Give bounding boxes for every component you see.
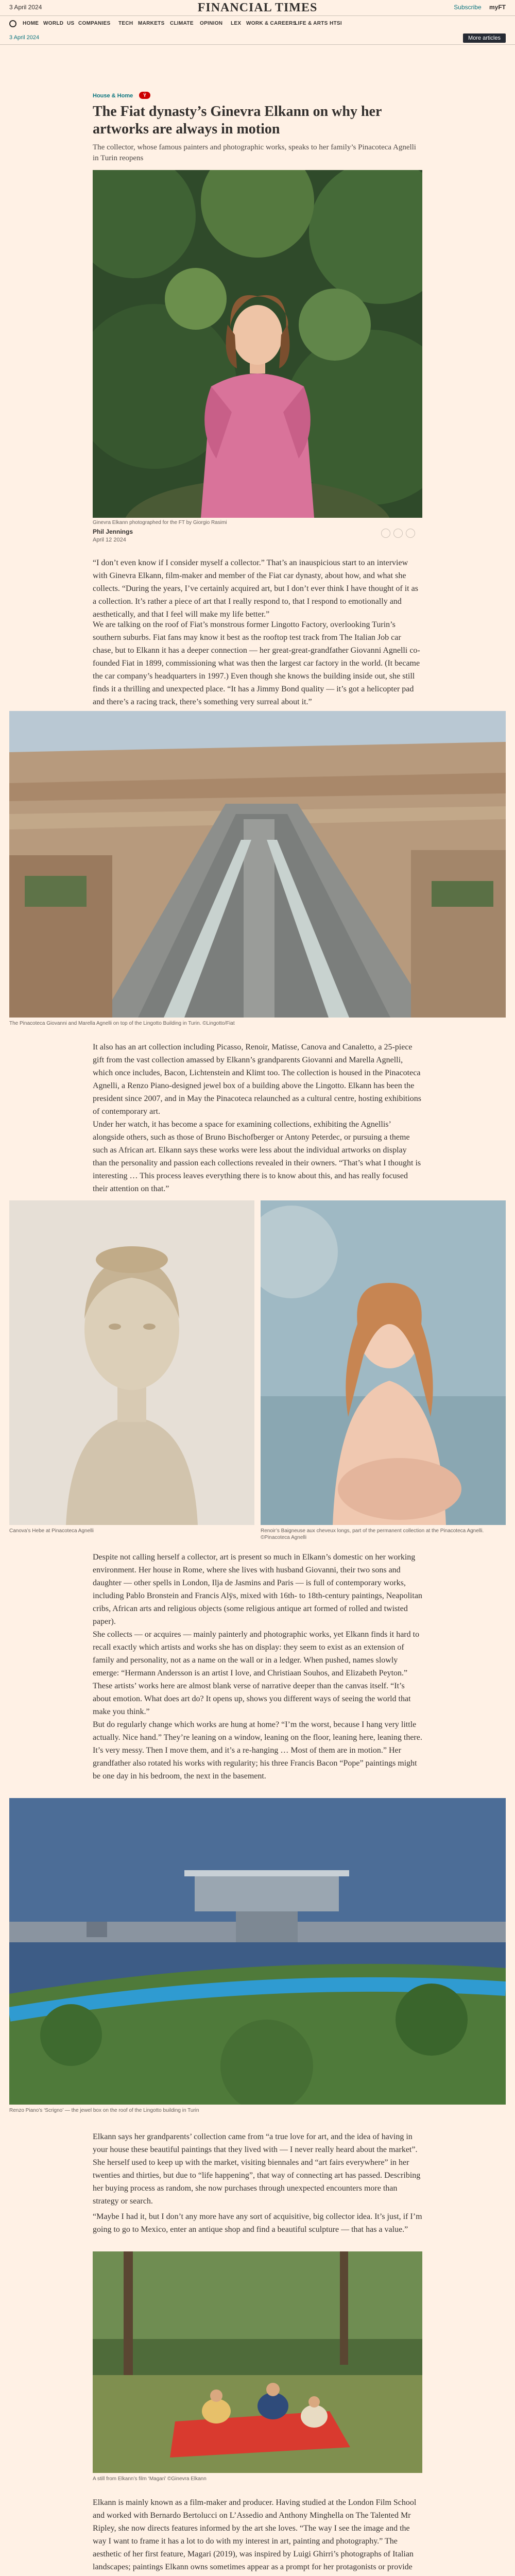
more-articles-button[interactable]: More articles — [463, 33, 506, 43]
dateline: April 12 2024 — [93, 537, 126, 543]
nav-item-life-arts[interactable]: LIFE & ARTS — [295, 21, 328, 26]
painting-caption: Renoir’s Baigneuse aux cheveux longs, part of the permanent collection at the Pinacoteca Agnelli. ©Pinacoteca Agnelli — [261, 1528, 484, 1540]
nav-item-companies[interactable]: COMPANIES — [78, 21, 111, 26]
nav-item-markets[interactable]: MARKETS — [138, 21, 165, 26]
paragraph: “Maybe I had it, but I don’t any more have any sort of acquisitive, big collector idea. It’s just, if I’m going to go to Mexico, enter an antique shop and find a beautiful sculpture — that has a value.” — [93, 2212, 422, 2234]
aerial-image — [9, 711, 506, 1018]
rooftop-caption: Renzo Piano’s ‘Scrigno’ — the jewel box on the roof of the Lingotto building in Turin — [9, 2108, 199, 2113]
nav-item-tech[interactable]: TECH — [118, 21, 133, 26]
hero-image — [93, 170, 422, 518]
paragraph: She collects — or acquires — mainly painterly and photographic works, yet Elkann finds it hard to recall exactly which artists and works she has on display: they seem to exist as an extension of family and personality, not as a name on the wall or in a ledger. When pushed, names slowly emerge: “Hermann Andersson is an artist I love, and Christiaan Souhos, and Elizabeth Peyton.” These artists’ works here are almost blank verse of narrative deeper than the canvas itself. “It’s about emotion. What does art do? It opens up, shows you different ways of seeing the world that make you think.” — [93, 1630, 420, 1716]
hero-caption: Ginevra Elkann photographed for the FT by Giorgio Rasimi — [93, 520, 227, 526]
paragraph: “I don’t even know if I consider myself a collector.” That’s an inauspicious start to an interview with Ginevra Elkann, film-maker and member of the Fiat car dynasty, about how, and what she collects. “During the years, I’ve certainly acquired art, but I don’t ever think I have thought of it as a collection. It’s rather a piece of art that I really respond to, that I respond to emotionally and aesthetically, and that I feel will make my life better.” — [93, 558, 418, 619]
article-standfirst: The collector, whose famous painters and photographic works, speaks to her family’s Pinacoteca Agnelli in Turin reopens — [93, 143, 416, 162]
nav-item-home[interactable]: HOME — [23, 21, 39, 26]
print-icon[interactable] — [406, 529, 415, 538]
nav-item-us[interactable]: US — [67, 21, 75, 26]
paragraph: Despite not calling herself a collector, art is present so much in Elkann’s domestic on her working environment. Her house in Rome, where she lives with husband Giovanni, their two sons and daughter — other spells in London, Ilja de Jasmins and Paris — is full of contemporary works, including Pablo Bronstein and Francis Alÿs, mixed with 16th- to 18th-century paintings, Neapolitan cribs, African arts and religious objects (some religious antique art formed of rolled and twisted paper). — [93, 1553, 422, 1626]
share-icon[interactable] — [381, 529, 390, 538]
film-still-caption: A still from Elkann’s film ‘Magari’ ©Ginevra Elkann — [93, 2476, 207, 2482]
byline[interactable]: Phil Jennings — [93, 528, 133, 535]
paragraph: Under her watch, it has become a space for examining collections, exhibiting the Agnellis’ alongside others, such as those of Bruno Bischofberger or Antony Peterdec, or pursuing a theme such as African art. Elkann says these works were less about the individual artworks on display than the personality and passion each collections revealed in their owners. “That’s what I thought is interesting … This process leaves everything there is to know about this, and has really focused their attention on that.” — [93, 1120, 421, 1193]
strip-date: 3 April 2024 — [9, 35, 40, 41]
myft-link[interactable]: myFT — [489, 4, 506, 11]
search-icon[interactable] — [9, 20, 16, 27]
ft-logo[interactable]: FINANCIAL TIMES — [197, 1, 318, 14]
sub-strip — [0, 32, 515, 45]
nav-item-lex[interactable]: LEX — [231, 21, 242, 26]
canova-statue — [9, 1200, 254, 1525]
rooftop-scrigno — [9, 1798, 506, 2105]
paragraph: Elkann says her grandparents’ collection came from “a true love for art, and the idea of having in your house these beautiful paintings that they lived with — I never really heard about the market”. She herself used to keep up with the market, visiting biennales and “art fairs everywhere” in her twenties and thirties, but due to “life happening”, that way of connecting art has passed. Describing her buying process as random, she now purchases through unexpected encounters more than strategy or search. — [93, 2132, 421, 2206]
nav-item-world[interactable]: WORLD — [43, 21, 64, 26]
save-icon[interactable] — [393, 529, 403, 538]
paragraph: But do regularly change which works are hung at home? “I’m the worst, because I hang very little actually. Nice hand.” They’re leaning on a window, leaning on the floor, leaning here, leaning there. It’s very messy. Then I move them, and it’s a re-hanging … Most of them are in motion.” Her grandfather also rotated his works with regularity; his three Francis Bacon “Pope” paintings might be one day in his bedroom, the next in the basement. — [93, 1720, 422, 1781]
aerial-caption: The Pinacoteca Giovanni and Marella Agnelli on top of the Lingotto Building in Turin. ©Lingotto/Fiat — [9, 1021, 235, 1026]
top-bar — [0, 0, 515, 15]
magari-still — [93, 2251, 422, 2473]
statue-image — [9, 1200, 254, 1525]
paragraph: We are talking on the roof of Fiat’s monstrous former Lingotto Factory, overlooking Turin’s southern suburbs. Fiat fans may know it best as the rooftop test track from The Italian Job car chase, but to Elkann it has a deeper connection — her great-great-grandfather Giovanni Agnelli co-founded Fiat in 1899, commissioning what was then the largest car factory in the world. (It became the car company’s headquarters in 1997.) Even though she knows the building inside out, she still finds it a thrilling and unexpected place. “It has a Jimmy Bond quality — it’s got a helicopter pad and there’s a racing track, there’s something very surreal about it.” — [93, 620, 420, 706]
header-actions — [454, 4, 506, 11]
follow-badge[interactable]: Ÿ — [139, 92, 150, 99]
nav-item-htsi[interactable]: HTSI — [330, 21, 342, 26]
paragraph: Elkann is mainly known as a film-maker and producer. Having studied at the London Film School and worked with Bernardo Bertolucci on L’Assedio and Anthony Minghella on The Talented Mr Ripley, she now directs features informed by the art she loves. “The way I see the image and the way I want to frame it has a lot to do with my interest in art, painting and photography.” The aesthetic of her first feature, Magari (2019), was inspired by Luigi Ghirri’s photographs of Italian landscapes; paintings Elkann owns sometimes appear as a prompt for her protagonists or provide — [93, 2498, 417, 2571]
film-still-image — [93, 2251, 422, 2473]
section-tag[interactable]: House & Home — [93, 93, 133, 99]
paragraph: It also has an art collection including Picasso, Renoir, Matisse, Canova and Canaletto, a 25-piece gift from the vast collection amassed by Elkann’s grandparents Giovanni and Marella Agnelli, which once includes, Bacon, Lichtenstein and Klimt too. The collection is housed in the Pinacoteca Agnelli, a Renzo Piano-designed jewel box of a building above the Lingotto. Elkann has been the president since 2007, and in May the Pinacoteca relaunched as a cultural centre, hosting exhibitions of contemporary art. — [93, 1043, 422, 1116]
article-title: The Fiat dynasty’s Ginevra Elkann on why her artworks are always in motion — [93, 104, 382, 137]
nav-item-climate[interactable]: CLIMATE — [170, 21, 194, 26]
hero-portrait — [93, 170, 422, 518]
statue-caption: Canova’s Hebe at Pinacoteca Agnelli — [9, 1528, 94, 1534]
header-date: 3 April 2024 — [9, 4, 42, 11]
painting-image — [261, 1200, 506, 1525]
subscribe-link[interactable]: Subscribe — [454, 4, 482, 11]
nav-item-opinion[interactable]: OPINION — [200, 21, 223, 26]
nav-item-work-careers[interactable]: WORK & CAREERS — [246, 21, 297, 26]
aerial-lingotto — [9, 711, 506, 1018]
renoir-painting — [261, 1200, 506, 1525]
main-nav — [0, 15, 515, 33]
rooftop-image — [9, 1798, 506, 2105]
